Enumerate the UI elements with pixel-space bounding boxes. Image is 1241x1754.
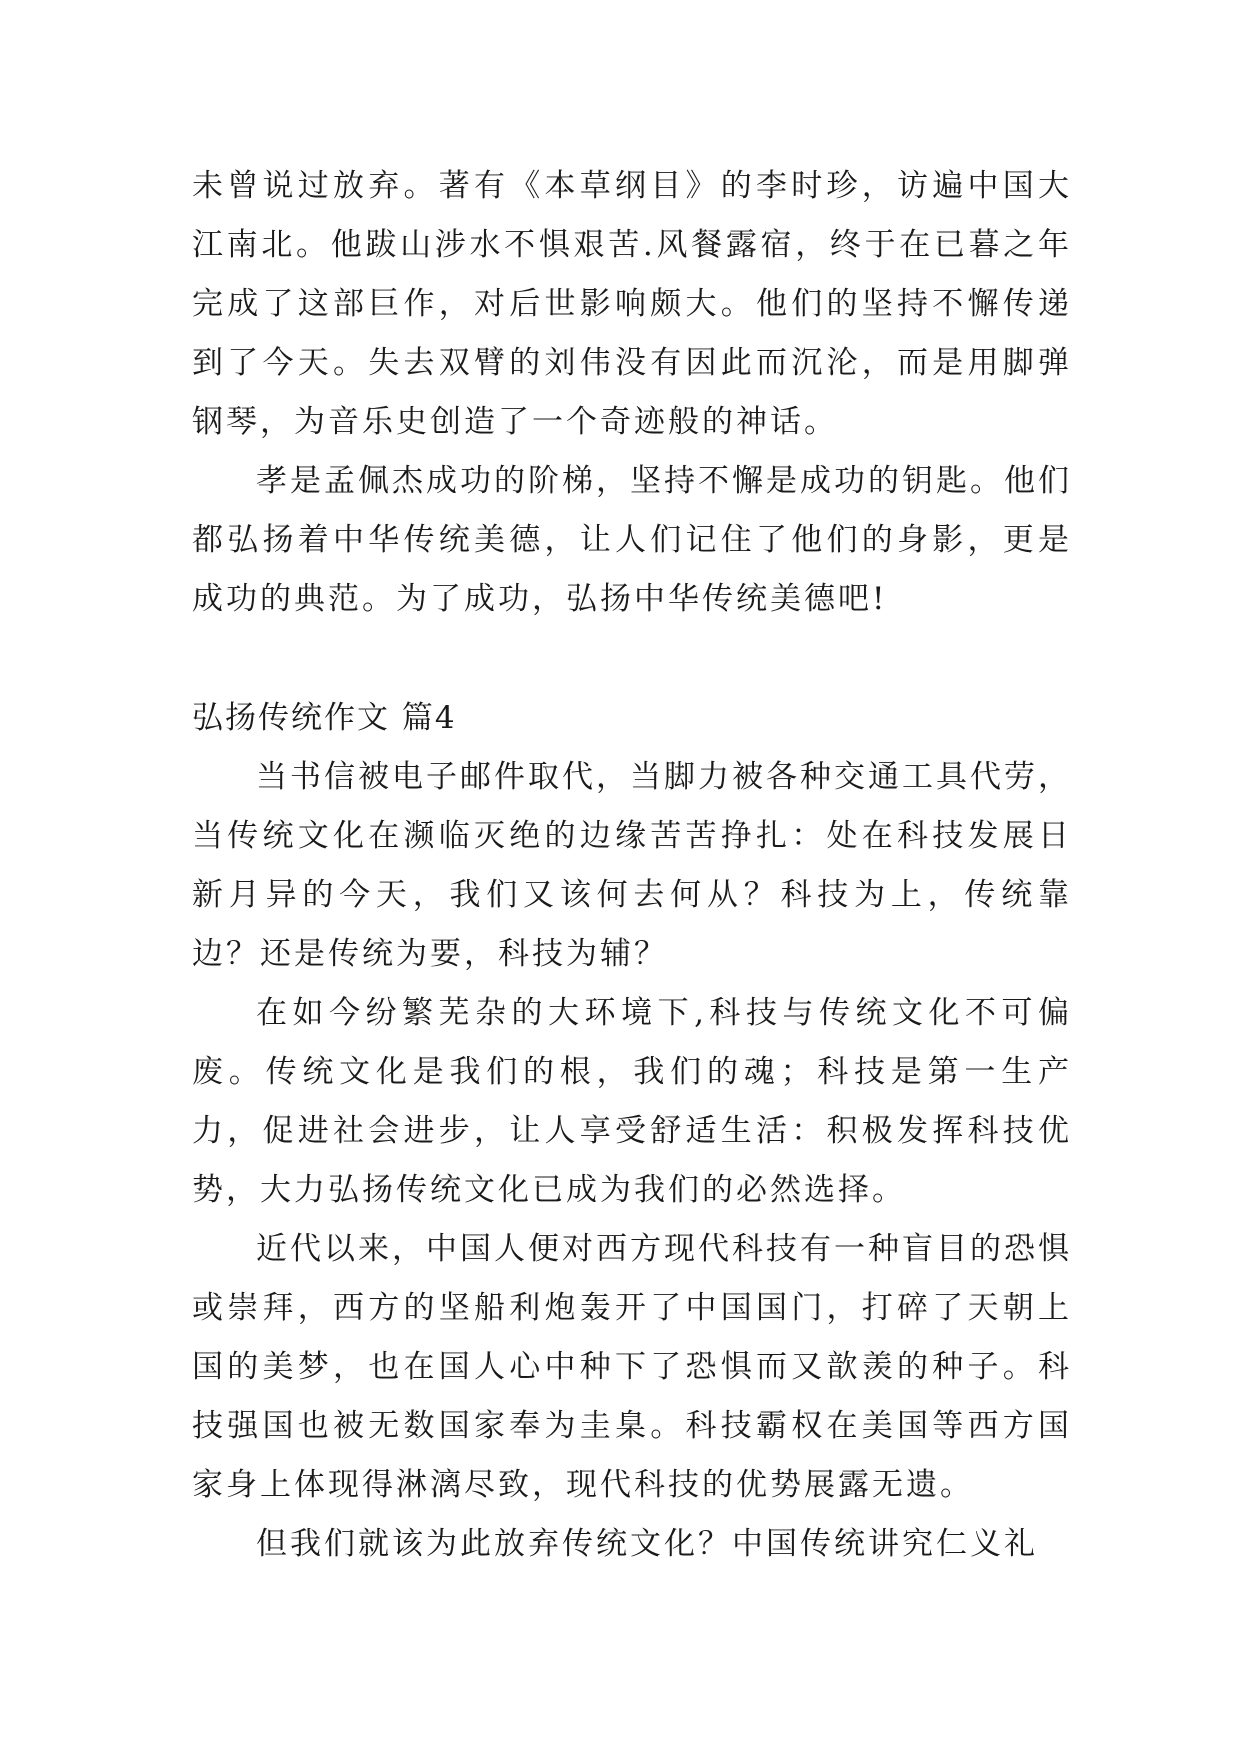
section-heading: 弘扬传统作文 篇4 [192, 700, 457, 736]
paragraph-body-3: 但我们就该为此放弃传统文化？中国传统讲究仁义礼 [256, 1526, 1038, 1562]
paragraph-body-1: 在如今纷繁芜杂的大环境下,科技与传统文化不可偏废。传统文化是我们的根，我们的魂；科技是第一生产力，促进社会进步，让人享受舒适生活：积极发挥科技优势，大力弘扬传统文化已成为我们的必然选择。 [192, 995, 1072, 1208]
paragraph-conclusion: 孝是孟佩杰成功的阶梯，坚持不懈是成功的钥匙。他们都弘扬着中华传统美德，让人们记住了他们的身影，更是成功的典范。为了成功，弘扬中华传统美德吧! [192, 463, 1072, 617]
paragraph-intro: 当书信被电子邮件取代，当脚力被各种交通工具代劳，当传统文化在濒临灭绝的边缘苦苦挣扎：处在科技发展日新月异的今天，我们又该何去何从？科技为上，传统靠边？还是传统为要，科技为辅？ [192, 759, 1072, 972]
document-page [192, 157, 1072, 1574]
paragraph-continued: 未曾说过放弃。著有《本草纲目》的李时珍，访遍中国大江南北。他跋山涉水不惧艰苦.风餐露宿，终于在已暮之年完成了这部巨作，对后世影响颇大。他们的坚持不懈传递到了今天。失去双臂的刘伟没有因此而沉沦，而是用脚弹钢琴，为音乐史创造了一个奇迹般的神话。 [192, 168, 1072, 440]
paragraph-body-2: 近代以来，中国人便对西方现代科技有一种盲目的恐惧或崇拜，西方的坚船利炮轰开了中国国门，打碎了天朝上国的美梦，也在国人心中种下了恐惧而又歆羡的种子。科技强国也被无数国家奉为圭臬。科技霸权在美国等西方国家身上体现得淋漓尽致，现代科技的优势展露无遗。 [192, 1231, 1072, 1503]
